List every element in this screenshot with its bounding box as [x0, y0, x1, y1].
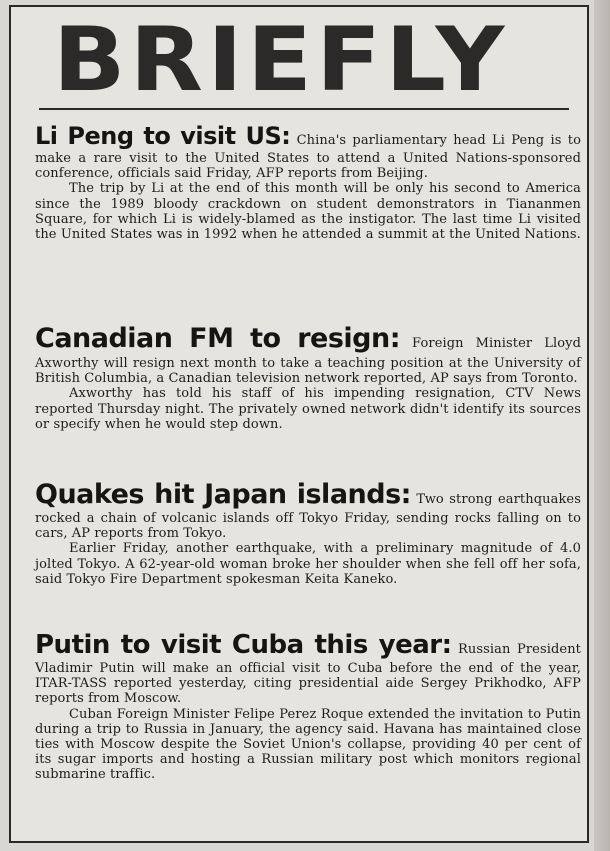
story-lead: China's parliamentary head Li Peng is to make a rare visit to the United States to attend a United Nations-sponsored conference, officials said Friday, AFP reports from Beijing. [35, 133, 582, 182]
story-body: Axworthy has told his staff of his impending resignation, CTV News reported Thursday night. The privately owned network didn't identify its sources or specify when he would step down. [35, 386, 581, 432]
story-lead-paragraph [35, 322, 581, 386]
story-lead: Foreign Minister Lloyd Axworthy will resign next month to take a teaching position at the University of British Columbia, a Canadian television network reported, AP says from Toronto. [35, 336, 582, 387]
story-headline: Putin to visit Cuba this year: [35, 630, 452, 660]
story-body: Earlier Friday, another earthquake, with a preliminary magnitude of 4.0 jolted Tokyo. A 62-year-old woman broke her shoulder when she fell off her sofa, said Tokyo Fire Department spokesman Keita Kaneko. [35, 541, 581, 587]
story-lead: Russian President Vladimir Putin will make an official visit to Cuba before the end of the year, ITAR-TASS reported yesterday, citing presidential aide Sergey Prikhodko, AFP reports from Moscow. [35, 642, 582, 707]
masthead-rule [39, 108, 569, 110]
story-li-peng [35, 121, 581, 242]
news-clipping [9, 5, 589, 843]
story-headline: Li Peng to visit US: [35, 122, 291, 150]
masthead-title: BRIEFLY [53, 13, 509, 107]
story-japan-quakes [35, 479, 581, 587]
story-lead-paragraph [35, 629, 581, 707]
story-lead: Two strong earthquakes rocked a chain of volcanic islands off Tokyo Friday, sending rocks falling on to cars, AP reports from Tokyo. [35, 492, 581, 542]
story-body: Cuban Foreign Minister Felipe Perez Roque extended the invitation to Putin during a trip to Russia in January, the agency said. Havana has maintained close ties with Moscow despite the Soviet Union's collapse, providing 40 per cent of its sugar imports and hosting a Russian military post which monitors regional submarine traffic. [35, 706, 581, 783]
story-body: The trip by Li at the end of this month will be only his second to America since the 1989 bloody crackdown on student demonstrators in Tiananmen Square, for which Li is widely-blamed as the instigator. The last time Li visited the United States was in 1992 when he attended a summit at the United Nations. [35, 181, 581, 243]
page-edge [594, 0, 610, 851]
story-canadian-fm [35, 322, 581, 432]
story-lead-paragraph [35, 121, 581, 181]
story-lead-paragraph [35, 479, 581, 541]
masthead [53, 13, 563, 107]
story-headline: Canadian FM to resign: [35, 323, 401, 354]
story-headline: Quakes hit Japan islands: [35, 479, 411, 510]
story-putin-cuba [35, 629, 581, 783]
